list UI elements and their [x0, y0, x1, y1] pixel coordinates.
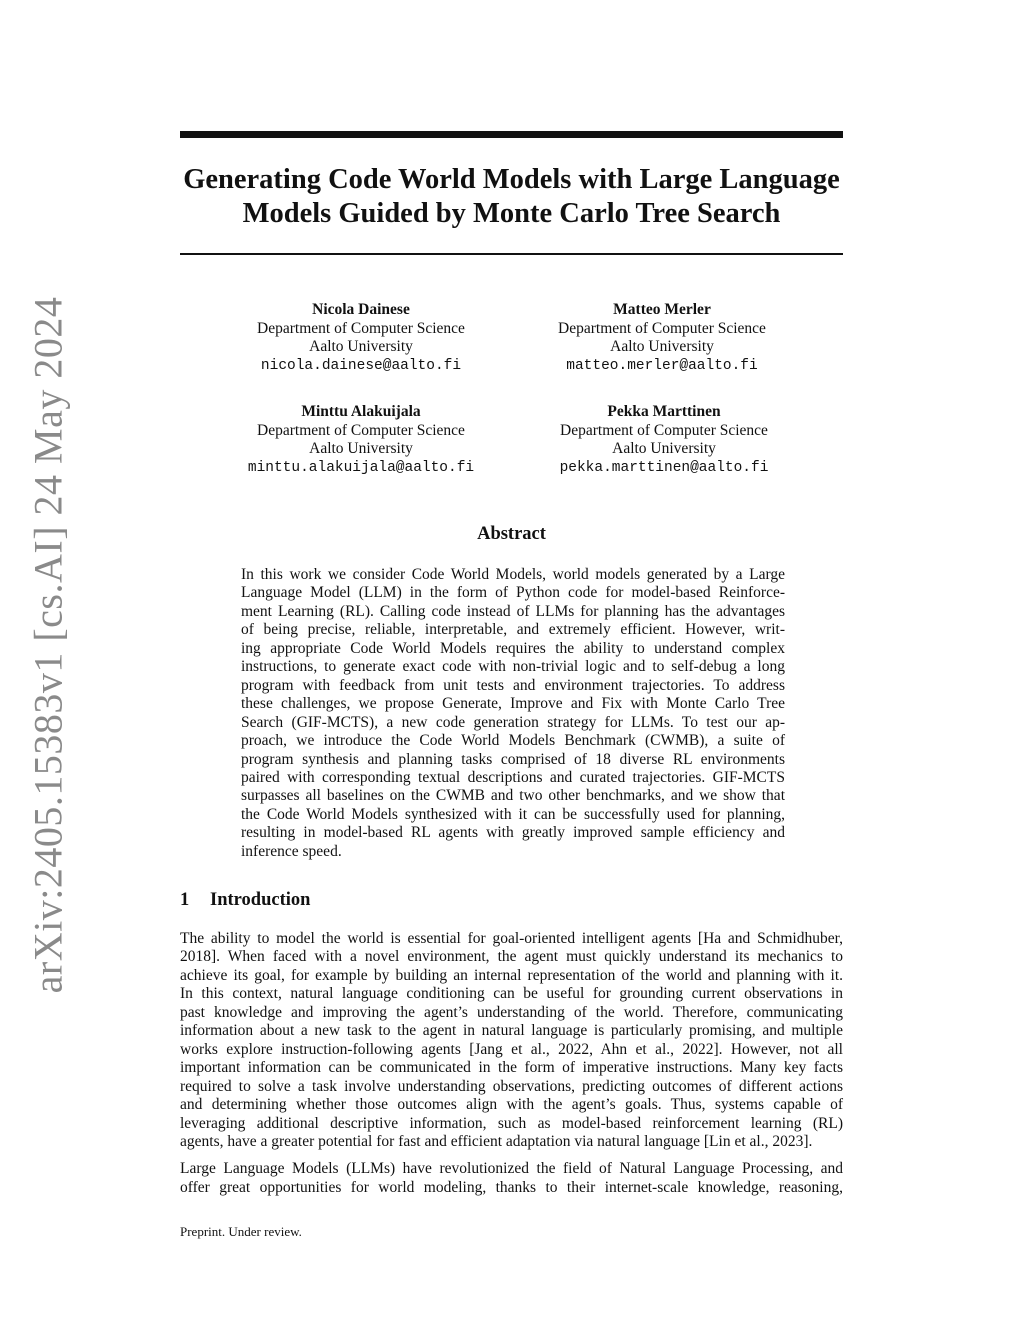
author-department: Department of Computer Science	[257, 319, 465, 337]
abstract-line: instructions, to generate exact code with non-trivial logic and to self-debug a long	[241, 658, 785, 676]
author-email: nicola.dainese@aalto.fi	[260, 357, 462, 374]
author-email: pekka.marttinen@aalto.fi	[559, 459, 769, 476]
abstract-line: paired with corresponding textual descriptions and curated trajectories. GIF-MCTS	[241, 768, 785, 786]
text-line: Large Language Models (LLMs) have revolutionized the field of Natural Language Processing, and	[180, 1160, 843, 1178]
abstract-line: inference speed.	[241, 842, 342, 860]
text-line: achieve its goal, for example by building an internal representation of the world and planning with it.	[180, 966, 843, 984]
author-department: Department of Computer Science	[558, 319, 766, 337]
text-line: leveraging additional descriptive information, such as model-based reinforcement learning (RL)	[180, 1114, 843, 1132]
text-line: agents, have a greater potential for fast and efficient adaptation via natural language [Lin et al., 2023].	[180, 1132, 813, 1150]
abstract-line: resulting in model-based RL agents with greatly improved sample efficiency and	[241, 824, 785, 842]
author-affiliation: Aalto University	[612, 440, 716, 457]
text-line: information about a new task to the agent in natural language is particularly promising, and multiple	[180, 1022, 843, 1040]
paragraph	[180, 930, 843, 1151]
author-name: Pekka Marttinen	[607, 403, 721, 420]
abstract-body	[241, 566, 785, 861]
title-top-rule	[180, 131, 843, 138]
section-heading-introduction	[180, 890, 310, 911]
text-line: 2018]. When faced with a novel environment, the agent must quickly understand its mechanics to	[180, 948, 843, 966]
abstract-line: program synthesis and planning tasks comprised of 18 diverse RL environments	[241, 750, 785, 768]
text-line: required to solve a task involve understanding observations, predicting outcomes of different actions	[180, 1077, 843, 1095]
author-affiliation: Aalto University	[309, 338, 413, 355]
text-line: offer great opportunities for world modeling, thanks to their internet-scale knowledge, reasoning,	[180, 1178, 843, 1196]
abstract-line: these challenges, we propose Generate, Improve and Fix with Monte Carlo Tree	[241, 695, 785, 713]
author-email: matteo.merler@aalto.fi	[566, 357, 758, 374]
author-block	[211, 403, 511, 477]
author-name: Minttu Alakuijala	[301, 403, 421, 420]
author-department: Department of Computer Science	[257, 421, 465, 439]
section-number: 1	[180, 890, 190, 910]
abstract-line: surpasses all baselines on the CWMB and two other benchmarks, and we show that	[241, 787, 785, 805]
author-block	[514, 403, 814, 477]
abstract-line: program with feedback from unit tests and environment trajectories. To address	[241, 676, 785, 694]
title-line: Models Guided by Monte Carlo Tree Search	[242, 198, 781, 229]
abstract-line: Language Model (LLM) in the form of Python code for model-based Reinforce-	[241, 584, 785, 602]
abstract-line: ment Learning (RL). Calling code instead of LLMs for planning has the advantages	[241, 602, 785, 620]
author-affiliation: Aalto University	[309, 440, 413, 457]
text-line: past knowledge and improving the agent’s understanding of the world. Therefore, communicating	[180, 1003, 843, 1021]
title-line: Generating Code World Models with Large Language	[183, 164, 840, 195]
abstract-line: Search (GIF-MCTS), a new code generation strategy for LLMs. To test our ap-	[241, 713, 785, 731]
title-bottom-rule	[180, 253, 843, 255]
abstract-line: In this work we consider Code World Models, world models generated by a Large	[241, 566, 785, 583]
section-title: Introduction	[210, 890, 311, 910]
author-email: minttu.alakuijala@aalto.fi	[247, 459, 475, 476]
text-line: In this context, natural language conditioning can be useful for grounding current observations in	[180, 985, 843, 1003]
author-affiliation: Aalto University	[610, 338, 714, 355]
author-name: Nicola Dainese	[312, 301, 410, 318]
text-line: works explore instruction-following agents [Jang et al., 2022, Ahn et al., 2022]. However, not all	[180, 1040, 843, 1058]
author-block	[512, 301, 812, 375]
footer-note: Preprint. Under review.	[180, 1224, 302, 1239]
text-line: and determining whether those outcomes align with the agent’s goals. Thus, systems capable of	[180, 1096, 843, 1114]
author-block	[211, 301, 511, 375]
arxiv-stamp: arXiv:2405.15383v1 [cs.AI] 24 May 2024	[25, 296, 71, 994]
abstract-line: of being precise, reliable, interpretable, and extremely efficient. However, writ-	[241, 621, 785, 639]
introduction-body	[180, 930, 843, 1206]
abstract-line: ing appropriate Code World Models requires the ability to understand complex	[241, 639, 785, 657]
text-line: The ability to model the world is essential for goal-oriented intelligent agents [Ha and Schmidhuber,	[180, 930, 843, 947]
paper-title	[170, 163, 853, 231]
abstract-heading: Abstract	[477, 524, 546, 544]
text-line: important information can be communicated in the form of imperative instructions. Many key facts	[180, 1059, 843, 1077]
abstract-line: proach, we introduce the Code World Models Benchmark (CWMB), a suite of	[241, 732, 785, 750]
paragraph	[180, 1160, 843, 1197]
abstract-line: the Code World Models synthesized with it can be successfully used for planning,	[241, 805, 785, 823]
author-department: Department of Computer Science	[560, 421, 768, 439]
author-name: Matteo Merler	[613, 301, 711, 318]
